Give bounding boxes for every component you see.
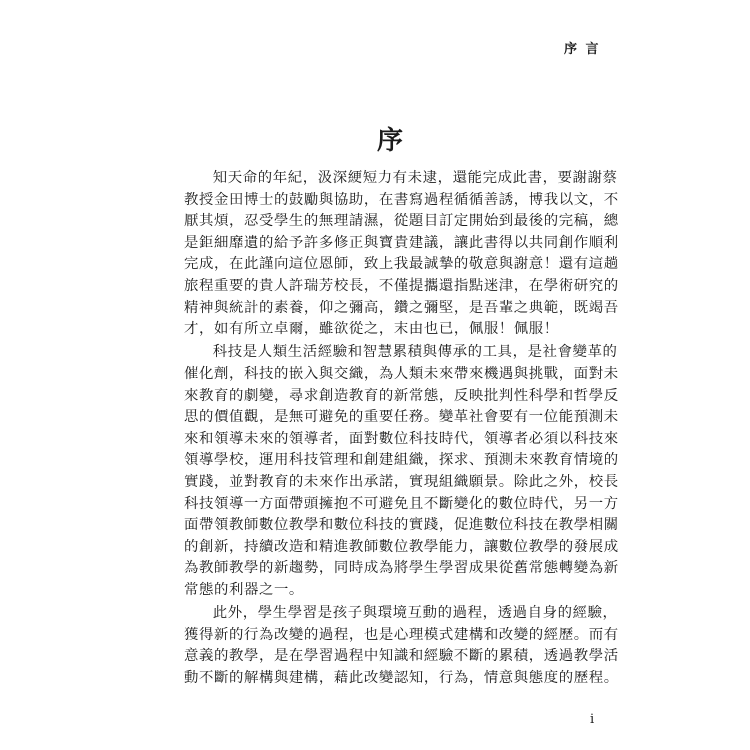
text-line: 面帶領教師數位教學和數位科技的實踐，促進數位科技在教學相關 (184, 517, 619, 534)
text-line: 實踐，並對教育的未來作出承諾，實現組織願景。除此之外，校長 (184, 473, 619, 490)
page-title: 序 (376, 126, 403, 156)
text-line: 完成，在此謹向這位恩師，致上我最誠摯的敬意與謝意！還有這趟 (184, 256, 619, 273)
page-number: i (590, 712, 595, 727)
text-line: 來和領導未來的領導者，面對數位科技時代，領導者必須以科技來 (184, 430, 619, 447)
text-line: 旅程重要的貴人許瑞芳校長，不僅提攜還指點迷津，在學術研究的 (184, 277, 619, 294)
text-line: 常態的利器之一。 (184, 581, 304, 598)
paragraph (184, 342, 619, 601)
text-line: 的創新，持續改造和精進教師數位教學能力，讓數位教學的發展成 (184, 538, 619, 555)
text-line: 獲得新的行為改變的過程，也是心理模式建構和改變的經歷。而有 (184, 626, 619, 643)
paragraph (184, 168, 619, 341)
text-line: 科技領導一方面帶頭擁抱不可避免且不斷變化的數位時代，另一方 (184, 495, 619, 512)
text-line: 知天命的年紀，汲深綆短力有未逮，還能完成此書，要謝謝蔡 (212, 170, 618, 186)
body-text (184, 168, 619, 691)
paragraph (184, 603, 619, 689)
running-header: 序 言 (564, 42, 601, 57)
text-line: 來教育的劇變，尋求創造教育的新常態，反映批判性科學和哲學反 (184, 387, 619, 404)
text-line: 動不斷的解構與建構，藉此改變認知，行為，情意與態度的歷程。 (184, 669, 619, 686)
text-line: 才，如有所立卓爾，雖欲從之，末由也已，佩服！佩服！ (184, 321, 559, 338)
text-line: 厭其煩，忍受學生的無理請濕，從題目訂定開始到最後的完稿，總 (184, 213, 619, 230)
text-line: 意義的教學，是在學習過程中知識和經驗不斷的累積，透過教學活 (184, 648, 619, 665)
text-line: 是鉅細靡遺的給予許多修正與寶貴建議，讓此書得以共同創作順利 (184, 234, 619, 251)
text-line: 領導學校，運用科技管理和創建組織，探求、預測未來教育情境的 (184, 452, 619, 469)
text-line: 此外，學生學習是孩子與環境互動的過程，透過自身的經驗， (212, 605, 618, 622)
text-line: 教授金田博士的鼓勵與協助，在書寫過程循循善誘，博我以文，不 (184, 191, 619, 208)
text-line: 為教師教學的新趨勢，同時成為將學生學習成果從舊常態轉變為新 (184, 560, 619, 577)
text-line: 精神與統計的素養，仰之彌高，鑽之彌堅，是吾輩之典範，既竭吾 (184, 299, 619, 316)
text-line: 催化劑，科技的嵌入與交織，為人類未來帶來機遇與挑戰，面對未 (184, 365, 619, 382)
text-line: 科技是人類生活經驗和智慧累積與傳承的工具，是社會變革的 (212, 344, 618, 361)
text-line: 思的價值觀，是無可避免的重要任務。變革社會要有一位能預測未 (184, 409, 619, 426)
